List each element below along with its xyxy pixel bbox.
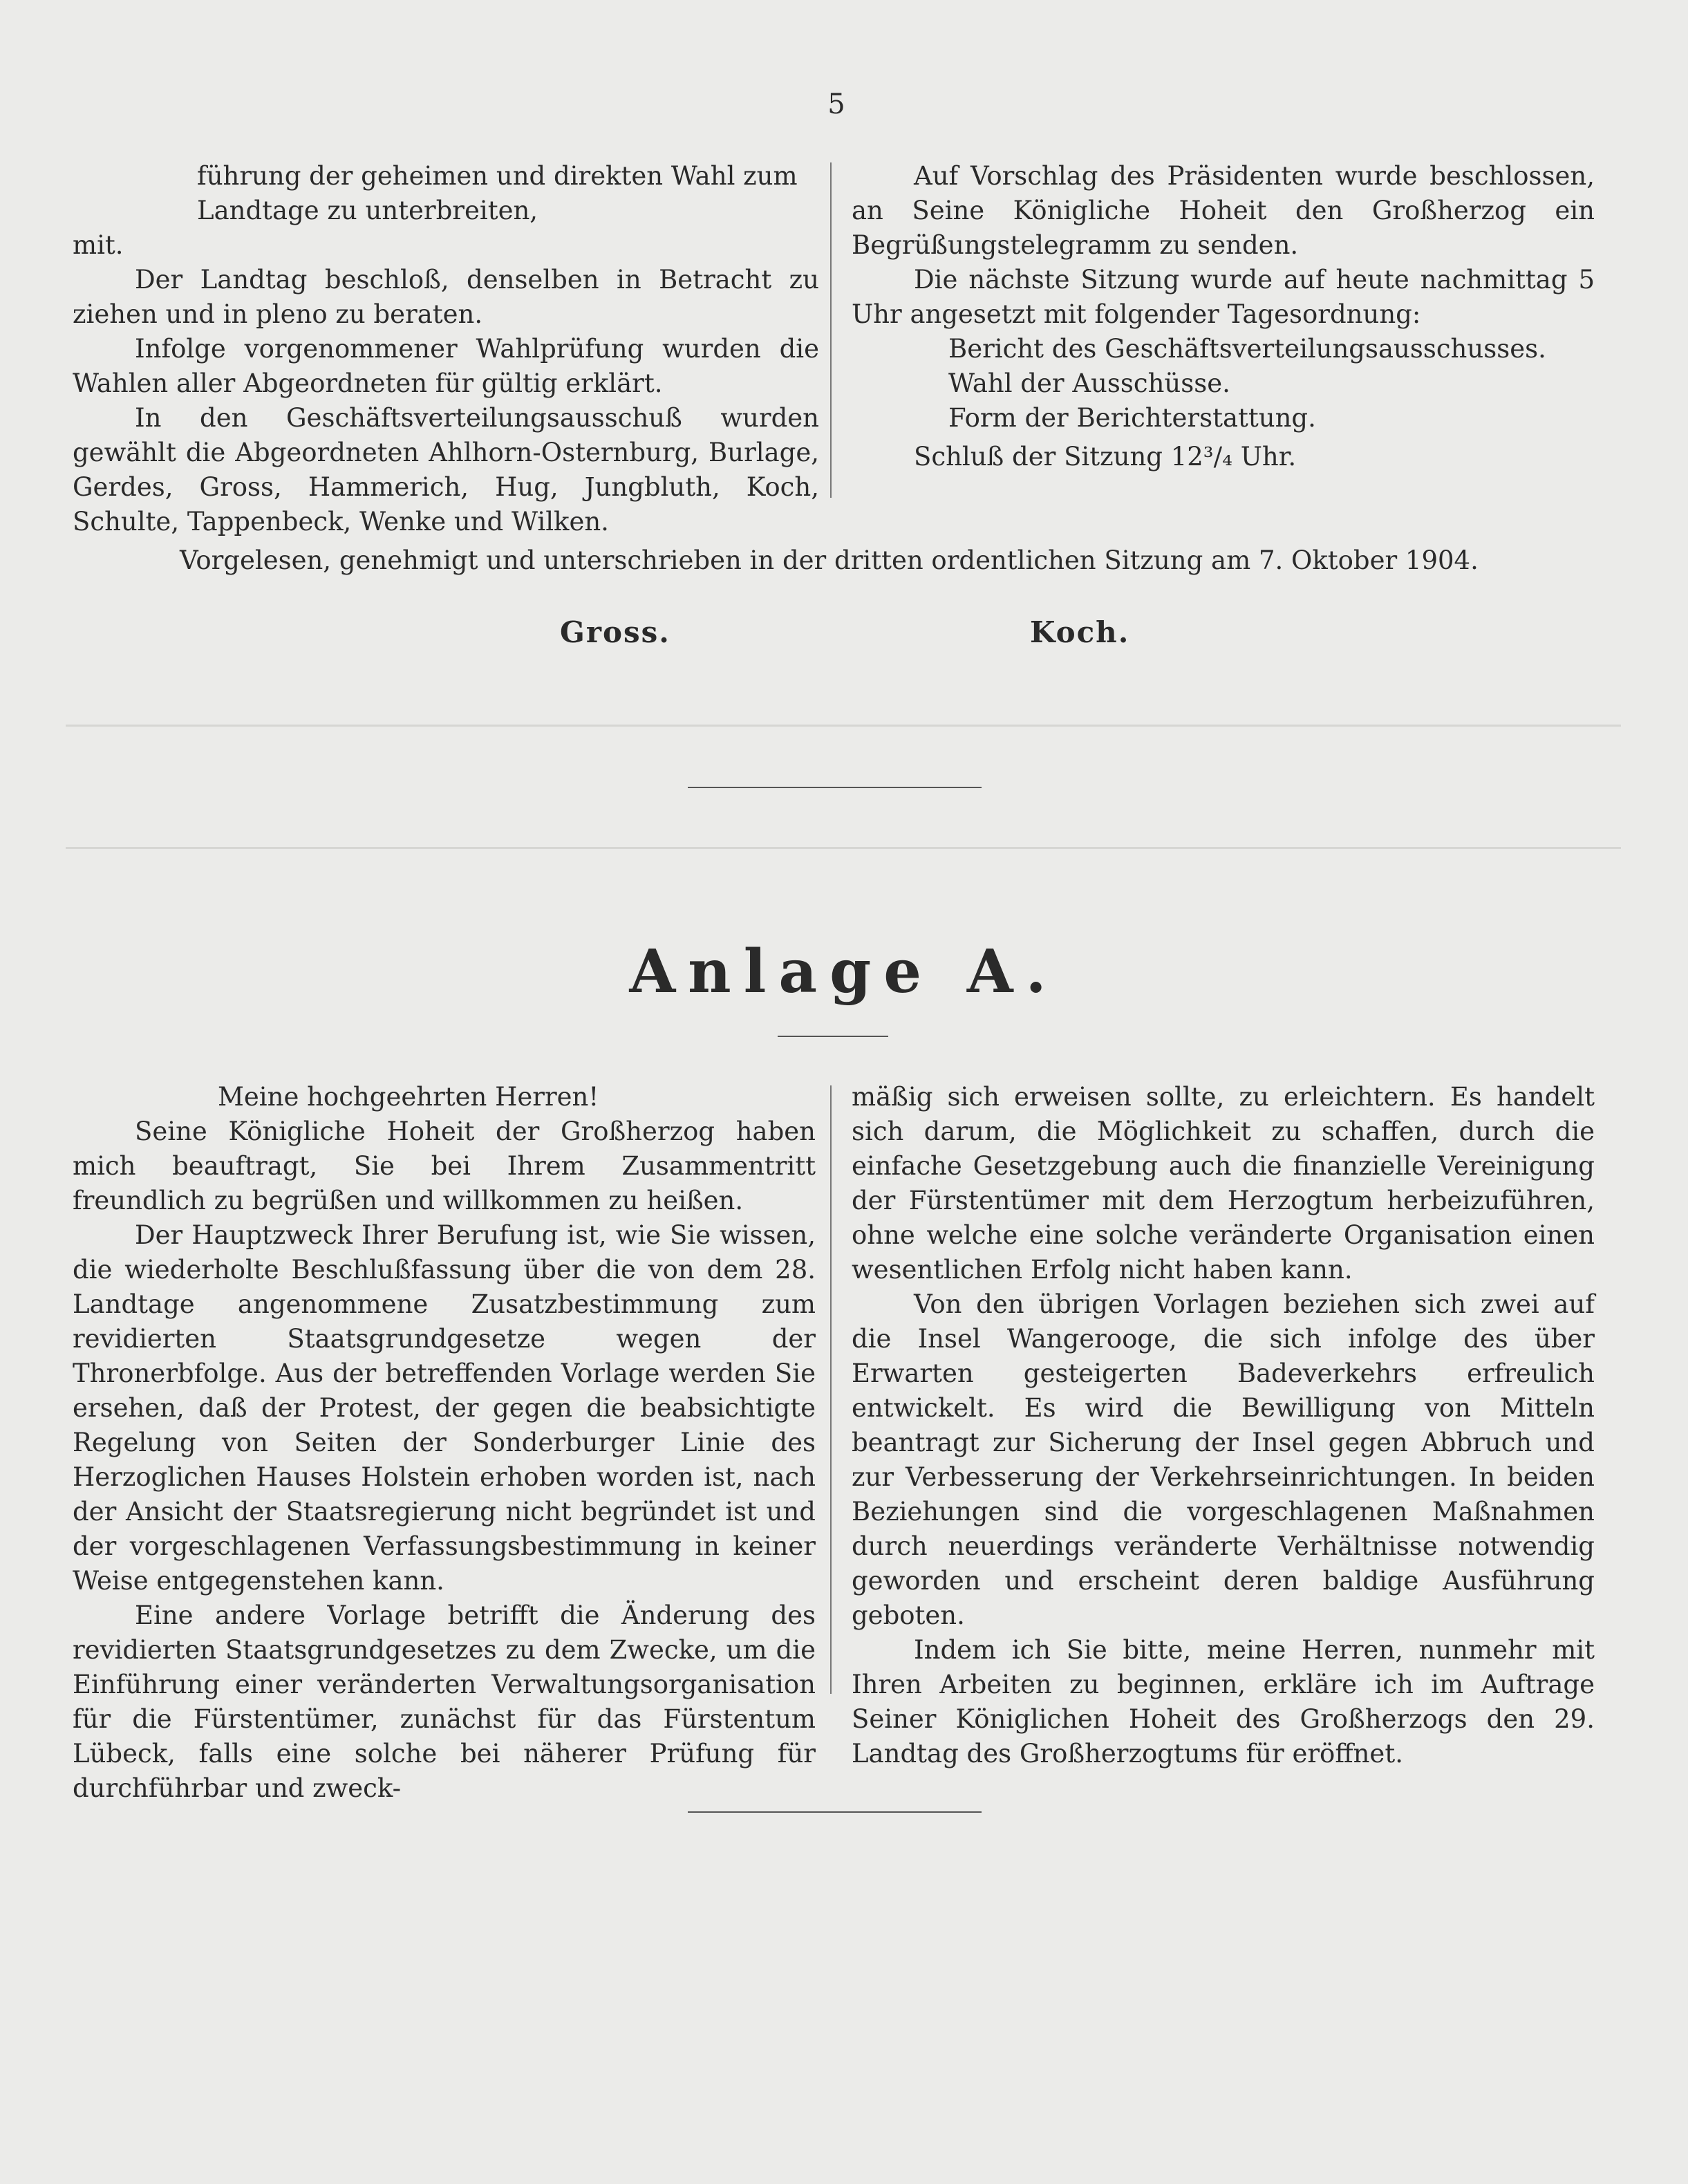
paragraph: Meine hochgeehrten Herren! (218, 1082, 599, 1112)
page-number: 5 (827, 88, 845, 120)
upper-right-column (852, 159, 1595, 474)
paragraph: In den Geschäftsverteilungsausschuß wurden gewählt die Abgeordneten Ahlhorn-Osternburg, Burlage, Gerdes, Gross, Hammerich, Hug, Jungbluth, Koch, Schulte, Tappenbeck, Wenke und Wilken. (73, 403, 819, 536)
paragraph: mäßig sich erweisen sollte, zu erleichtern. Es handelt sich darum, die Möglichkeit zu schaffen, durch die einfache Gesetzgebung auch die finanzielle Vereinigung der Fürstentümer mit dem Herzogtum herbeizuführen, ohne welche eine solche veränderte Organisation einen wesentlichen Erfolg nicht haben kann. (852, 1082, 1595, 1285)
closing-rule (688, 1811, 982, 1813)
paragraph: Form der Berichterstattung. (948, 403, 1316, 433)
paragraph: mit. (73, 230, 124, 260)
paragraph: Auf Vorschlag des Präsidenten wurde beschlossen, an Seine Königliche Hoheit den Großherzog ein Begrüßungstelegramm zu senden. (852, 161, 1595, 260)
upper-left-column (73, 159, 819, 539)
annex-heading: Anlage A. (629, 937, 1059, 1007)
paragraph: führung der geheimen und direkten Wahl zum (197, 161, 798, 191)
paragraph: Der Hauptzweck Ihrer Berufung ist, wie Sie wissen, die wiederholte Beschlußfassung über die von dem 28. Landtage angenommene Zusatzbestimmung zum revidierten Staatsgrundgesetze wegen der Thronerbfolge. Aus der betreffenden Vorlage werden Sie ersehen, daß der Protest, der gegen die beabsichtigte Regelung von Seiten der Sonderburger Linie des Herzoglichen Hauses Holstein erhoben worden ist, nach der Ansicht der Staatsregierung nicht begründet ist und der vorgeschlagenen Verfassungsbestimmung in keiner Weise entgegenstehen kann. (73, 1220, 816, 1596)
signature-koch: Koch. (1030, 615, 1130, 649)
heading-underline (778, 1036, 888, 1037)
paragraph: Der Landtag beschloß, denselben in Betracht zu ziehen und in pleno zu beraten. (73, 265, 819, 329)
lower-left-column (73, 1080, 816, 1806)
paragraph: Eine andere Vorlage betrifft die Änderung des revidierten Staatsgrundgesetzes zu dem Zwecke, um die Einführung einer veränderten Verwaltungsorganisation für die Fürstentümer, zunächst für das Fürstentum Lübeck, falls eine solche bei näherer Prüfung für durchführbar und zweck- (73, 1600, 816, 1803)
paragraph: Von den übrigen Vorlagen beziehen sich zwei auf die Insel Wangerooge, die sich infolge des über Erwarten gesteigerten Badeverkehrs erfreulich entwickelt. Es wird die Bewilligung von Mitteln beantragt zur Sicherung der Insel gegen Abbruch und zur Verbesserung der Verkehrseinrichtungen. In beiden Beziehungen sind die vorgeschlagenen Maßnahmen durch neuerdings veränderte Verhältnisse notwendig geworden und erscheint deren baldige Ausführung geboten. (852, 1289, 1595, 1630)
lower-column-divider (830, 1085, 832, 1694)
paragraph: Landtage zu unterbreiten, (197, 196, 538, 225)
section-divider-rule (688, 787, 982, 788)
paragraph: Seine Königliche Hoheit der Großherzog haben mich beauftragt, Sie bei Ihrem Zusammentritt freundlich zu begrüßen und willkommen zu heißen. (73, 1117, 816, 1215)
lower-right-column (852, 1080, 1595, 1771)
upper-column-divider (830, 162, 832, 498)
approval-line: Vorgelesen, genehmigt und unterschrieben in der dritten ordentlichen Sitzung am 7. Oktober 1904. (180, 545, 1479, 575)
signature-gross: Gross. (560, 615, 670, 649)
section-border-upper (66, 725, 1621, 727)
paragraph: Indem ich Sie bitte, meine Herren, nunmehr mit Ihren Arbeiten zu beginnen, erkläre ich im Auftrage Seiner Königlichen Hoheit des Großherzogs den 29. Landtag des Großherzogtums für eröffnet. (852, 1635, 1595, 1768)
paragraph: Schluß der Sitzung 12³/₄ Uhr. (914, 442, 1297, 472)
section-border-lower (66, 847, 1621, 849)
paragraph: Wahl der Ausschüsse. (948, 368, 1230, 398)
paragraph: Bericht des Geschäftsverteilungsausschusses. (948, 334, 1546, 364)
paragraph: Die nächste Sitzung wurde auf heute nachmittag 5 Uhr angesetzt mit folgender Tagesordnung: (852, 265, 1595, 329)
paragraph: Infolge vorgenommener Wahlprüfung wurden die Wahlen aller Abgeordneten für gültig erklärt. (73, 334, 819, 398)
